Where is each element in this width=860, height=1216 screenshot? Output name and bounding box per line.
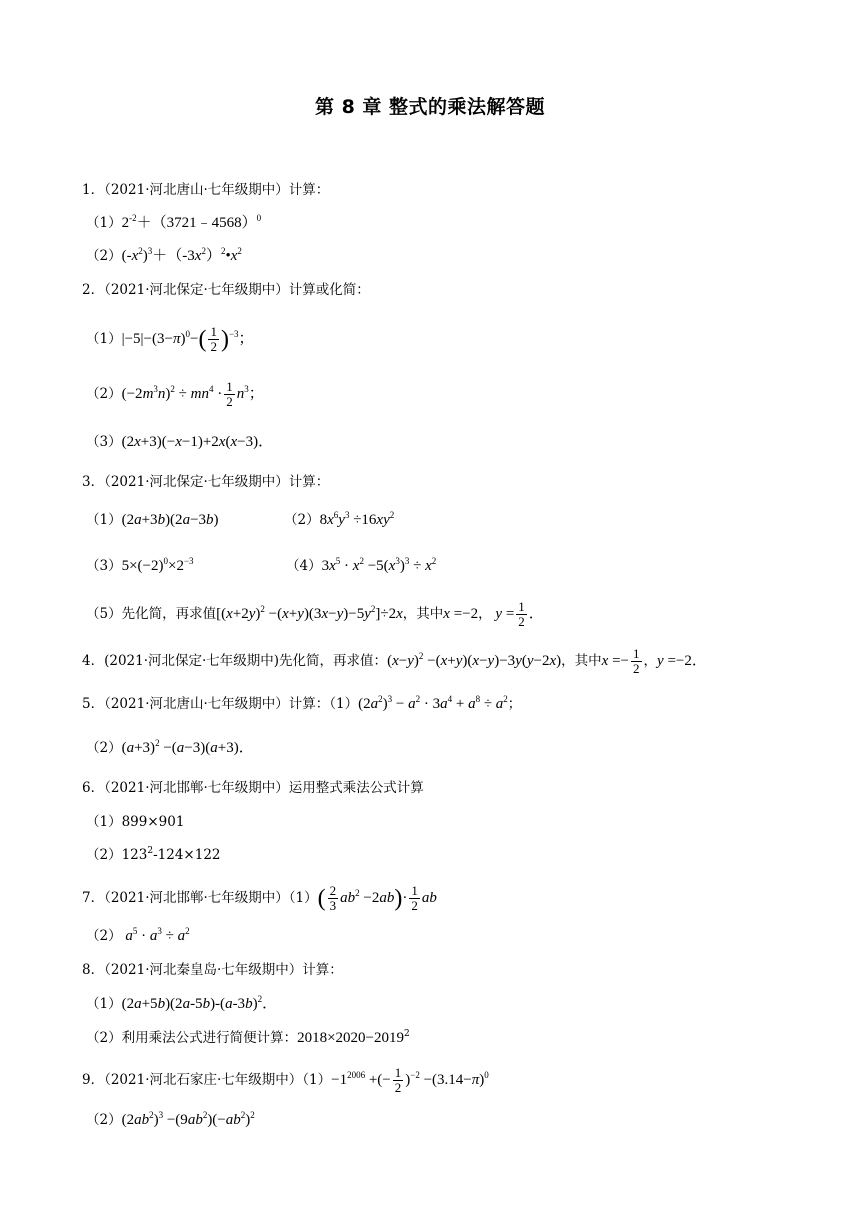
question-3-part-4: $(4)3x^5 \cdot x^2 -5(x^3)^3 \div x^2$	[286, 556, 437, 574]
question-1-part-2: $(2)(-x^2)^3+(-3x^2)^2•x^2$	[86, 246, 242, 264]
question-4: 4．(2021·河北保定·七年级期中)先化简，再求值：$(x-y)^2 -(x+y)(x-y)-3y(y-2x)$，其中x =− $\frac{1}{2}$ ，y =−2．	[82, 646, 707, 676]
question-6-part-1: （1）899×901	[86, 814, 185, 830]
question-6-part-2: $(2)123^2-124\times 122$	[86, 846, 221, 863]
question-8-part-1: $(1)(2a+5b)(2a-5b)-(a-3b)^2$．	[86, 994, 278, 1012]
question-3-heading: 3．（2021·河北保定·七年级期中）计算：	[82, 474, 330, 490]
question-1-heading: 1．（2021·河北唐山·七年级期中）计算：	[82, 182, 330, 198]
question-2-part-2: $(2)(-2m^3n)^2 \div mn^4$ · $\frac{1}{2}$ $n^3$；	[86, 379, 264, 409]
question-3-part-2: $(2)8x^6y^3 \div 16xy^2$	[284, 510, 395, 528]
question-5-heading: 5．（2021·河北唐山·七年级期中）计算：$(1)(2a^2)^3 - a^2 \cdot 3a^4 + a^8 \div a^2$；	[82, 694, 522, 712]
question-3-part-3: $(3)5\times(-2)^0\times 2^{-3}$	[86, 556, 194, 574]
question-5-part-2: $(2)(a+3)^2 -(a-3)(a+3)$．	[86, 738, 254, 756]
page-title: 第 8 章 整式的乘法解答题	[314, 96, 546, 118]
question-2-part-3: （3）(2x+3)(−x−1)+2x(x−3)．	[86, 434, 274, 450]
question-8-part-2: （2）利用乘法公式进行简便计算：$2018\times 2020-2019^2$	[86, 1029, 410, 1046]
question-2-heading: 2．（2021·河北保定·七年级期中）计算或化简：	[82, 282, 370, 298]
question-9-part-2: $(2)(2ab^2)^3 -(9ab^2)(-ab^2)^2$	[86, 1110, 255, 1128]
question-7-heading: 7．（2021·河北邯郸·七年级期中）（1）( $\frac{2}{3}$ $ab^2 -2ab)\cdot$ $\frac{1}{2}$ ab	[82, 883, 437, 913]
question-6-heading: 6．（2021·河北邯郸·七年级期中）运用整式乘法公式计算	[82, 780, 424, 796]
question-2-part-1: $(1)|-5|-(3-\pi)^0-$( $\frac{1}{2}$ )$^{-3}$；	[86, 324, 254, 354]
question-9-heading: 9．（2021·河北石家庄·七年级期中）$(1)-1^{2006}$ +(− $\frac{1}{2}$ )$^{-2} -(3.14-\pi)^0$	[82, 1065, 489, 1095]
question-8-heading: 8．（2021·河北秦皇岛·七年级期中）计算：	[82, 962, 343, 978]
question-1-part-1: $(1)2^{-2}+(3721﹣4568)^0$	[86, 213, 262, 231]
question-7-part-2: （2） $a^5 \cdot a^3 \div a^2$	[86, 926, 190, 944]
question-3-part-1: （1）(2a+3b)(2a−3b)	[86, 512, 219, 528]
question-3-part-5: （5）先化简，再求值$[(x+2y)^2 -(x+y)(3x-y)-5y^2]\div 2x$，其中x =−2， y = $\frac{1}{2}$ ．	[86, 599, 544, 629]
